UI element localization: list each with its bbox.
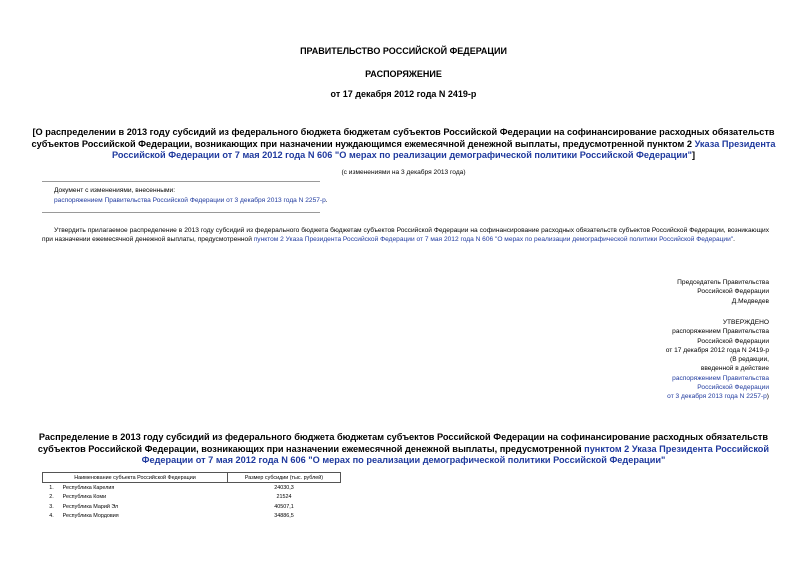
row-number: 1.	[49, 484, 54, 491]
table-header-row	[43, 473, 341, 483]
title-decree-link[interactable]: Указа Президента Российской Федерации от 7 мая 2012 года N 606 "О мерах по реализации демографической политики Российской Федерации"	[111, 138, 776, 160]
approval-line-3: Российской Федерации	[697, 337, 769, 345]
changes-box-suffix: .	[325, 197, 328, 204]
row-amount: 21524	[276, 494, 292, 501]
row-number: 4.	[49, 512, 54, 519]
approval-title: УТВЕРЖДЕНО	[722, 319, 769, 326]
row-number: 3.	[49, 503, 54, 510]
signature-position: Председатель Правительства	[677, 279, 769, 286]
order-decree-link[interactable]: пунктом 2 Указа Президента Российской Федерации от 7 мая 2012 года N 606 "О мерах по реализации демографической политики Российской Федерации"	[253, 236, 734, 243]
changes-box-top-rule	[42, 181, 320, 182]
col-header-name: Наименование субъекта Российской Федерации	[43, 473, 228, 483]
row-number: 2.	[49, 494, 54, 501]
approval-link-line-3[interactable]: от 3 декабря 2013 года N 2257-р	[667, 393, 767, 401]
approval-line-5: (В редакции,	[730, 356, 769, 364]
table-row	[43, 502, 341, 511]
approval-block	[666, 318, 769, 402]
approval-link-line-2[interactable]: Российской Федерации	[697, 384, 769, 392]
row-name: Республика Коми	[62, 494, 107, 501]
changes-box-bottom-rule	[42, 212, 320, 213]
distribution-heading	[20, 432, 787, 467]
signature-block	[677, 278, 769, 306]
row-amount: 34886,5	[274, 512, 294, 519]
col-header-amount: Размер субсидии (тыс. рублей)	[228, 473, 341, 483]
approval-line-2: распоряжением Правительства	[672, 328, 769, 336]
signature-organization: Российской Федерации	[697, 288, 769, 296]
row-name: Республика Карелия	[62, 484, 115, 491]
changes-box-label: Документ с изменениями, внесенными:	[54, 187, 176, 194]
table-row	[43, 483, 341, 493]
approval-line-6: введенной в действие	[700, 365, 769, 373]
signature-name: Д.Медведев	[731, 297, 769, 305]
table-row	[43, 493, 341, 502]
approval-line-4: от 17 декабря 2012 года N 2419-р	[665, 346, 769, 354]
title-text: [О распределении в 2013 году субсидий из федерального бюджета бюджетам субъектов Российской Федерации на софинансирование расходных обязательств субъектов Российской Федерации, возникающих при назначении нуждающимся ежемесячной денежной выплаты, предусмотренной пунктом 2	[31, 127, 775, 149]
document-type: РАСПОРЯЖЕНИЕ	[365, 69, 442, 79]
amended-note: (с изменениями на 3 декабря 2013 года)	[341, 169, 466, 176]
order-text-end: .	[733, 236, 735, 243]
changes-box-entry	[54, 196, 328, 205]
document-title	[20, 127, 787, 162]
row-name: Республика Мордовия	[62, 512, 119, 519]
distribution-text: Распределение в 2013 году субсидий из федерального бюджета бюджетам субъектов Российской Федерации на софинансирование расходных обязательств субъектов Российской Федерации, возникающих при назначении ежемесячной денежной выплаты, предусмотренной	[37, 432, 769, 454]
order-text: Утвердить прилагаемое распределение в 2013 году субсидий из федерального бюджета бюджетам субъектов Российской Федерации на софинансирование расходных обязательств субъектов Российской Федерации, возникающих при назначении ежемесячной денежной выплаты, предусмотренной	[42, 227, 769, 243]
table-row	[43, 511, 341, 520]
order-paragraph	[42, 226, 769, 244]
row-name: Республика Марий Эл	[62, 503, 119, 510]
subsidy-table	[42, 472, 341, 520]
approval-link-line-1[interactable]: распоряжением Правительства	[672, 374, 769, 382]
changes-box-link[interactable]: распоряжением Правительства Российской Федерации от 3 декабря 2013 года N 2257-р	[54, 197, 326, 204]
row-amount: 24030,3	[274, 484, 294, 491]
title-text-end: ]	[691, 150, 696, 160]
government-heading: ПРАВИТЕЛЬСТВО РОССИЙСКОЙ ФЕДЕРАЦИИ	[300, 46, 507, 56]
row-amount: 40507,1	[274, 503, 294, 510]
document-date: от 17 декабря 2012 года N 2419-р	[330, 89, 477, 99]
approval-close: )	[766, 393, 769, 401]
distribution-decree-link[interactable]: пунктом 2 Указа Президента Российской Федерации от 7 мая 2012 года N 606 "О мерах по реализации демографической политики Российской Федерации"	[141, 443, 770, 465]
